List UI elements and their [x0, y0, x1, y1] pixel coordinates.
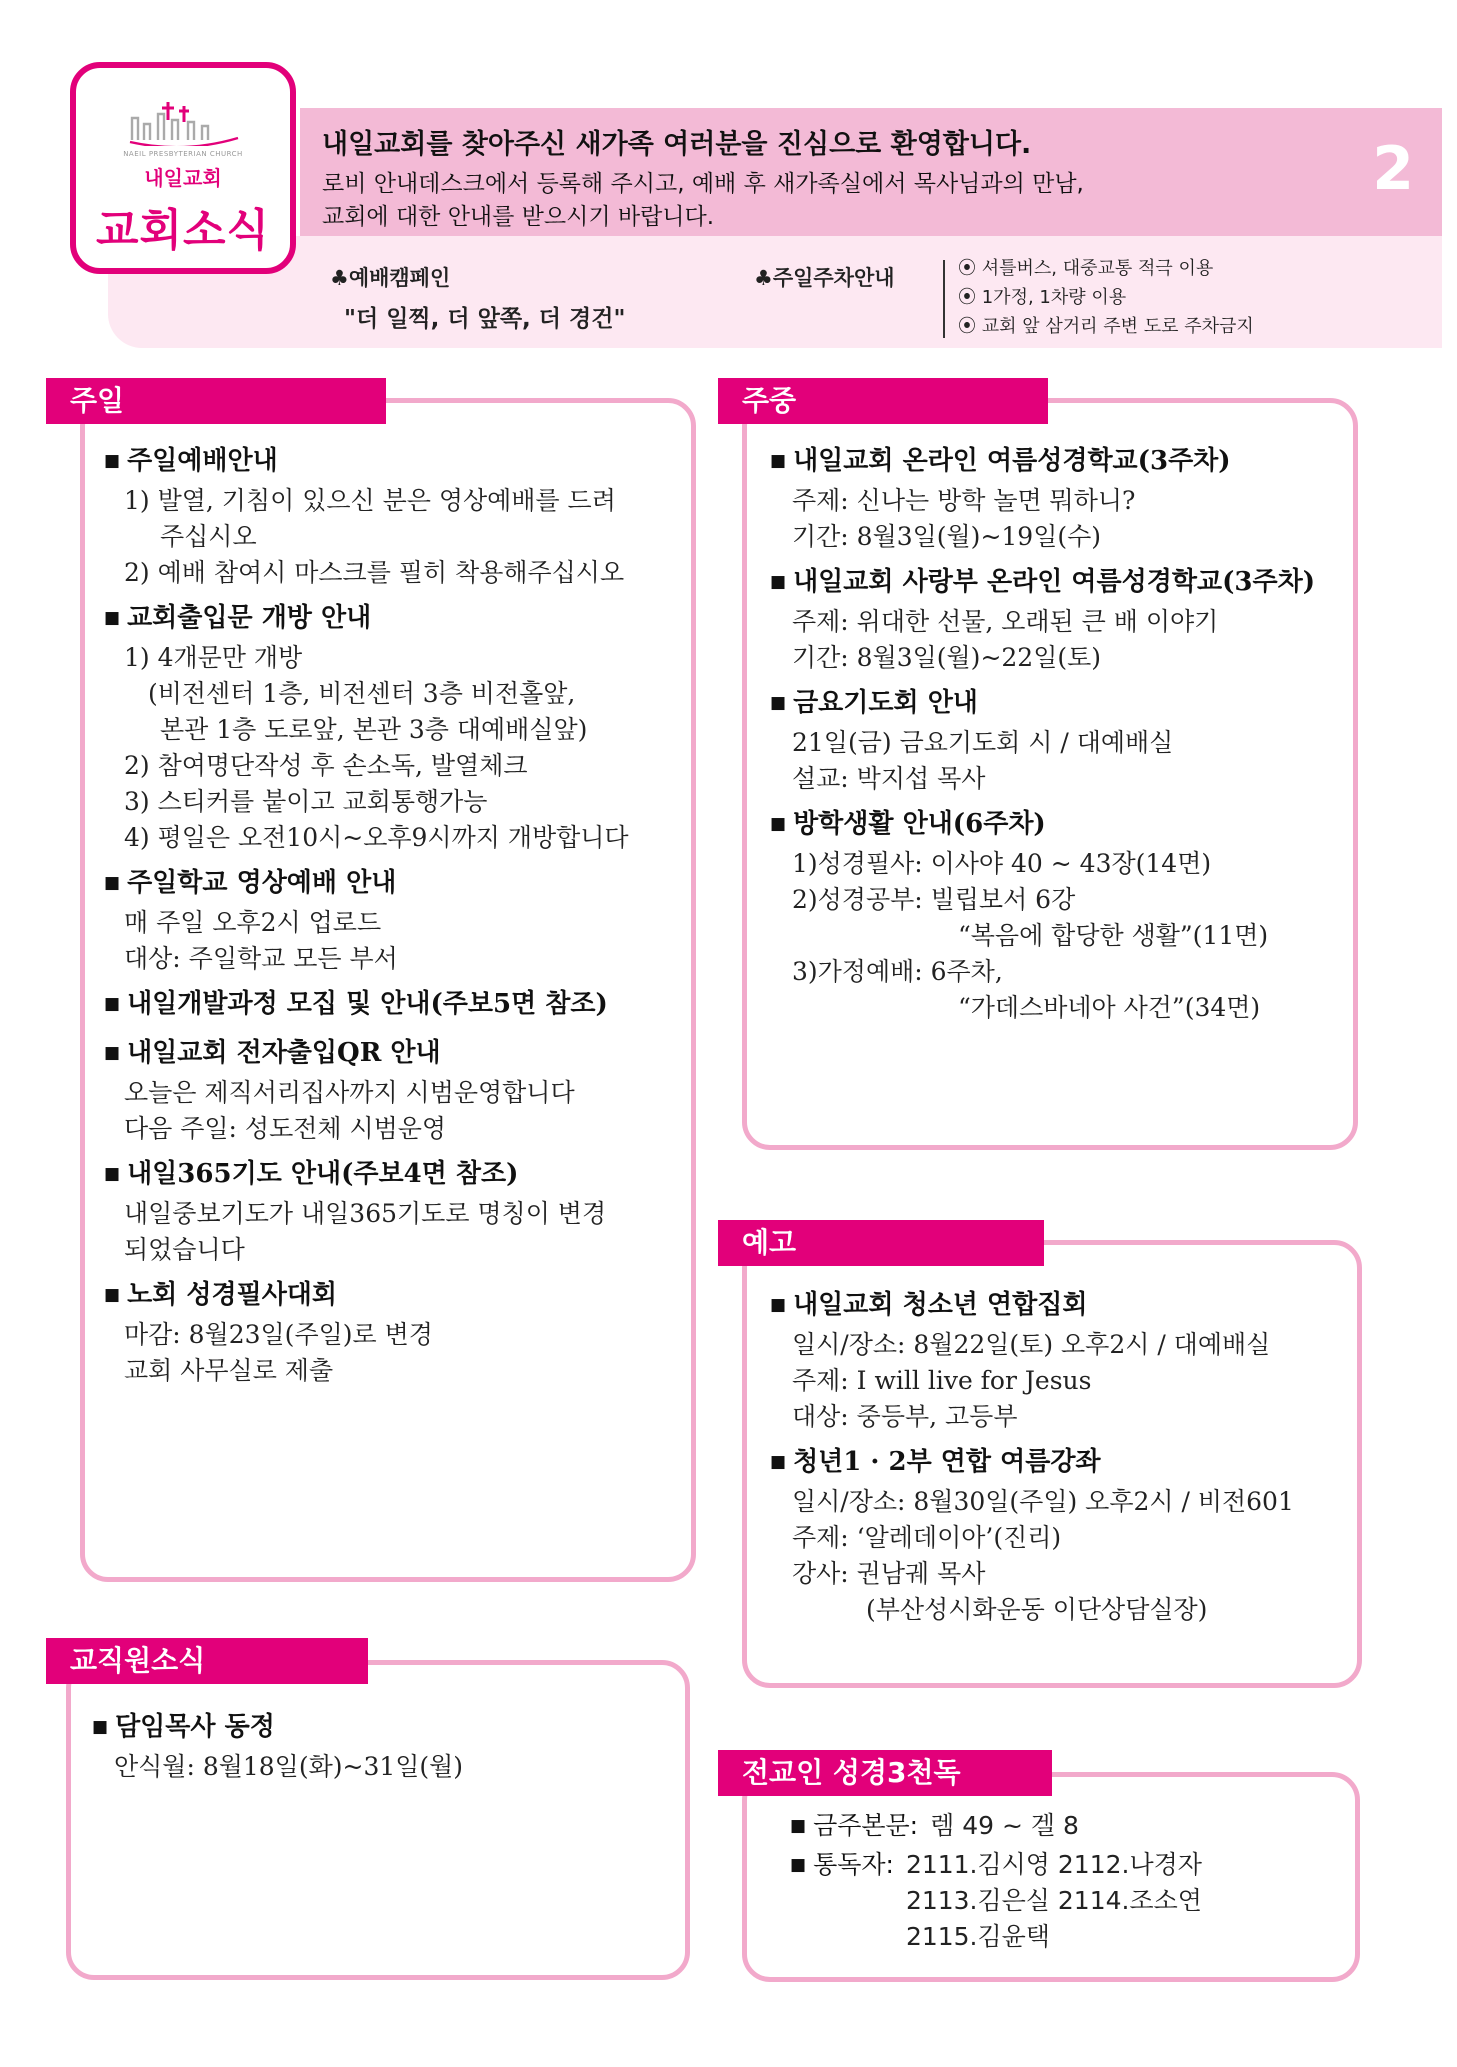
list-heading: ■ 내일365기도 안내(주보4면 참조) — [104, 1155, 629, 1196]
list-item: 주십시오 — [160, 522, 257, 551]
list-item: 일시/장소: 8월22일(토) 오후2시 / 대예배실 — [792, 1330, 1271, 1359]
list-item: 본관 1층 도로앞, 본관 3층 대예배실앞) — [160, 715, 588, 744]
page-number: 2 — [1372, 134, 1414, 204]
list-item: (비전센터 1층, 비전센터 3층 비전홀앞, — [148, 679, 576, 708]
list-heading: ■ 내일교회 청소년 연합집회 — [770, 1286, 1294, 1327]
section-title: 교회소식 — [95, 205, 270, 256]
list-item: 다음 주일: 성도전체 시범운영 — [124, 1114, 447, 1143]
list-item: 주제: 위대한 선물, 오래된 큰 배 이야기 — [792, 607, 1219, 636]
readers-list — [906, 1847, 1202, 1955]
parking-label: ♣주일주차안내 — [754, 266, 895, 290]
passage-value: 렘 49 ~ 겔 8 — [930, 1811, 1079, 1840]
tab-midweek: 주중 — [718, 378, 1048, 424]
list-heading: ■ 내일개발과정 모집 및 안내(주보5면 참조) — [104, 985, 629, 1026]
church-logo-icon — [128, 100, 240, 146]
staff-content — [92, 1708, 463, 1785]
list-item: 되었습니다 — [124, 1235, 245, 1264]
list-item: 기간: 8월3일(월)~22일(토) — [792, 643, 1102, 672]
weekly-passage — [790, 1808, 1202, 1847]
list-item: 강사: 권남궤 목사 — [792, 1559, 986, 1588]
list-item: 1) 발열, 기침이 있으신 분은 영상예배를 드려 — [124, 486, 616, 515]
list-item: “가데스바네아 사건”(34면) — [958, 993, 1261, 1022]
readers — [790, 1847, 1202, 1955]
logo-church-name: 내일교회 — [144, 166, 222, 190]
list-item: 교회 사무실로 제출 — [124, 1356, 334, 1385]
list-heading: ■ 방학생활 안내(6주차) — [770, 805, 1315, 846]
campaign-label: ♣예배캠페인 — [330, 266, 451, 290]
list-item: 3)가정예배: 6주차, — [792, 957, 1003, 986]
divider — [943, 260, 945, 338]
reader-line: 2115.김윤택 — [905, 1922, 1050, 1951]
passage-label: ■ 금주본문: — [790, 1808, 918, 1847]
midweek-content — [770, 442, 1315, 1026]
list-item: “복음에 합당한 생활”(11면) — [958, 921, 1269, 950]
list-heading: ■ 내일교회 전자출입QR 안내 — [104, 1034, 629, 1075]
list-item: 내일중보기도가 내일365기도로 명칭이 변경 — [124, 1199, 607, 1228]
list-heading: ■ 노회 성경필사대회 — [104, 1276, 629, 1317]
list-item: 2)성경공부: 빌립보서 6강 — [792, 885, 1076, 914]
tab-bible-reading: 전교인 성경3천독 — [718, 1750, 1052, 1796]
sunday-content — [104, 442, 629, 1389]
list-item: 21일(금) 금요기도회 시 / 대예배실 — [792, 728, 1174, 757]
parking-item: ⦿ 1가정, 1차량 이용 — [958, 283, 1254, 312]
list-item: 1) 4개문만 개방 — [124, 643, 303, 672]
reader-line: 2111.김시영 2112.나경자 — [905, 1850, 1202, 1879]
welcome-title: 내일교회를 찾아주신 새가족 여러분을 진심으로 환영합니다. — [322, 129, 1032, 160]
list-heading: ■ 교회출입문 개방 안내 — [104, 599, 629, 640]
bible-reading-content — [790, 1808, 1202, 1955]
list-item: 주제: ‘알레데이아’(진리) — [792, 1523, 1062, 1552]
tab-staff: 교직원소식 — [46, 1638, 368, 1684]
list-item: 오늘은 제직서리집사까지 시범운영합니다 — [124, 1078, 575, 1107]
tab-upcoming: 예고 — [718, 1220, 1044, 1266]
list-item: 매 주일 오후2시 업로드 — [124, 908, 382, 937]
list-heading: ■ 내일교회 사랑부 온라인 여름성경학교(3주차) — [770, 563, 1315, 604]
list-item: 4) 평일은 오전10시~오후9시까지 개방합니다 — [124, 823, 629, 852]
parking-item: ⦿ 셔틀버스, 대중교통 적극 이용 — [958, 254, 1254, 283]
list-item: 3) 스티커를 붙이고 교회통행가능 — [124, 787, 488, 816]
list-item: 주제: I will live for Jesus — [792, 1366, 1092, 1395]
campaign-text: "더 일찍, 더 앞쪽, 더 경건" — [344, 306, 626, 332]
church-logo-box — [70, 62, 296, 274]
list-heading: ■ 내일교회 온라인 여름성경학교(3주차) — [770, 442, 1315, 483]
welcome-text: 교회에 대한 안내를 받으시기 바랍니다. — [322, 204, 715, 230]
upcoming-content — [770, 1286, 1294, 1628]
list-item: 1)성경필사: 이사야 40 ~ 43장(14면) — [792, 849, 1212, 878]
list-heading: ■ 주일예배안내 — [104, 442, 629, 483]
parking-list — [958, 254, 1254, 341]
list-item: 2) 예배 참여시 마스크를 필히 착용해주십시오 — [124, 558, 625, 587]
logo-english-name: NAEIL PRESBYTERIAN CHURCH — [123, 150, 243, 158]
list-item: 설교: 박지섭 목사 — [792, 764, 986, 793]
list-heading: ■ 청년1 · 2부 연합 여름강좌 — [770, 1443, 1294, 1484]
list-item: 안식월: 8월18일(화)~31일(월) — [114, 1752, 464, 1781]
reader-line: 2113.김은실 2114.조소연 — [905, 1886, 1202, 1915]
info-strip — [108, 236, 1442, 348]
list-heading: ■ 주일학교 영상예배 안내 — [104, 864, 629, 905]
list-item: 2) 참여명단작성 후 손소독, 발열체크 — [124, 751, 528, 780]
readers-label: ■ 통독자: — [790, 1847, 894, 1955]
list-item: 기간: 8월3일(월)~19일(수) — [792, 522, 1102, 551]
list-item: 마감: 8월23일(주일)로 변경 — [124, 1320, 433, 1349]
list-item: 일시/장소: 8월30일(주일) 오후2시 / 비전601 — [792, 1487, 1294, 1516]
welcome-banner — [300, 108, 1442, 236]
parking-item: ⦿ 교회 앞 삼거리 주변 도로 주차금지 — [958, 312, 1254, 341]
tab-sunday: 주일 — [46, 378, 386, 424]
list-item: 대상: 주일학교 모든 부서 — [124, 944, 398, 973]
list-heading: ■ 담임목사 동정 — [92, 1708, 463, 1749]
welcome-text: 로비 안내데스크에서 등록해 주시고, 예배 후 새가족실에서 목사님과의 만남, — [322, 171, 1084, 197]
list-item: 주제: 신나는 방학 놀면 뭐하니? — [792, 486, 1136, 515]
list-item: (부산성시화운동 이단상담실장) — [866, 1595, 1208, 1624]
list-item: 대상: 중등부, 고등부 — [792, 1402, 1018, 1431]
list-heading: ■ 금요기도회 안내 — [770, 684, 1315, 725]
